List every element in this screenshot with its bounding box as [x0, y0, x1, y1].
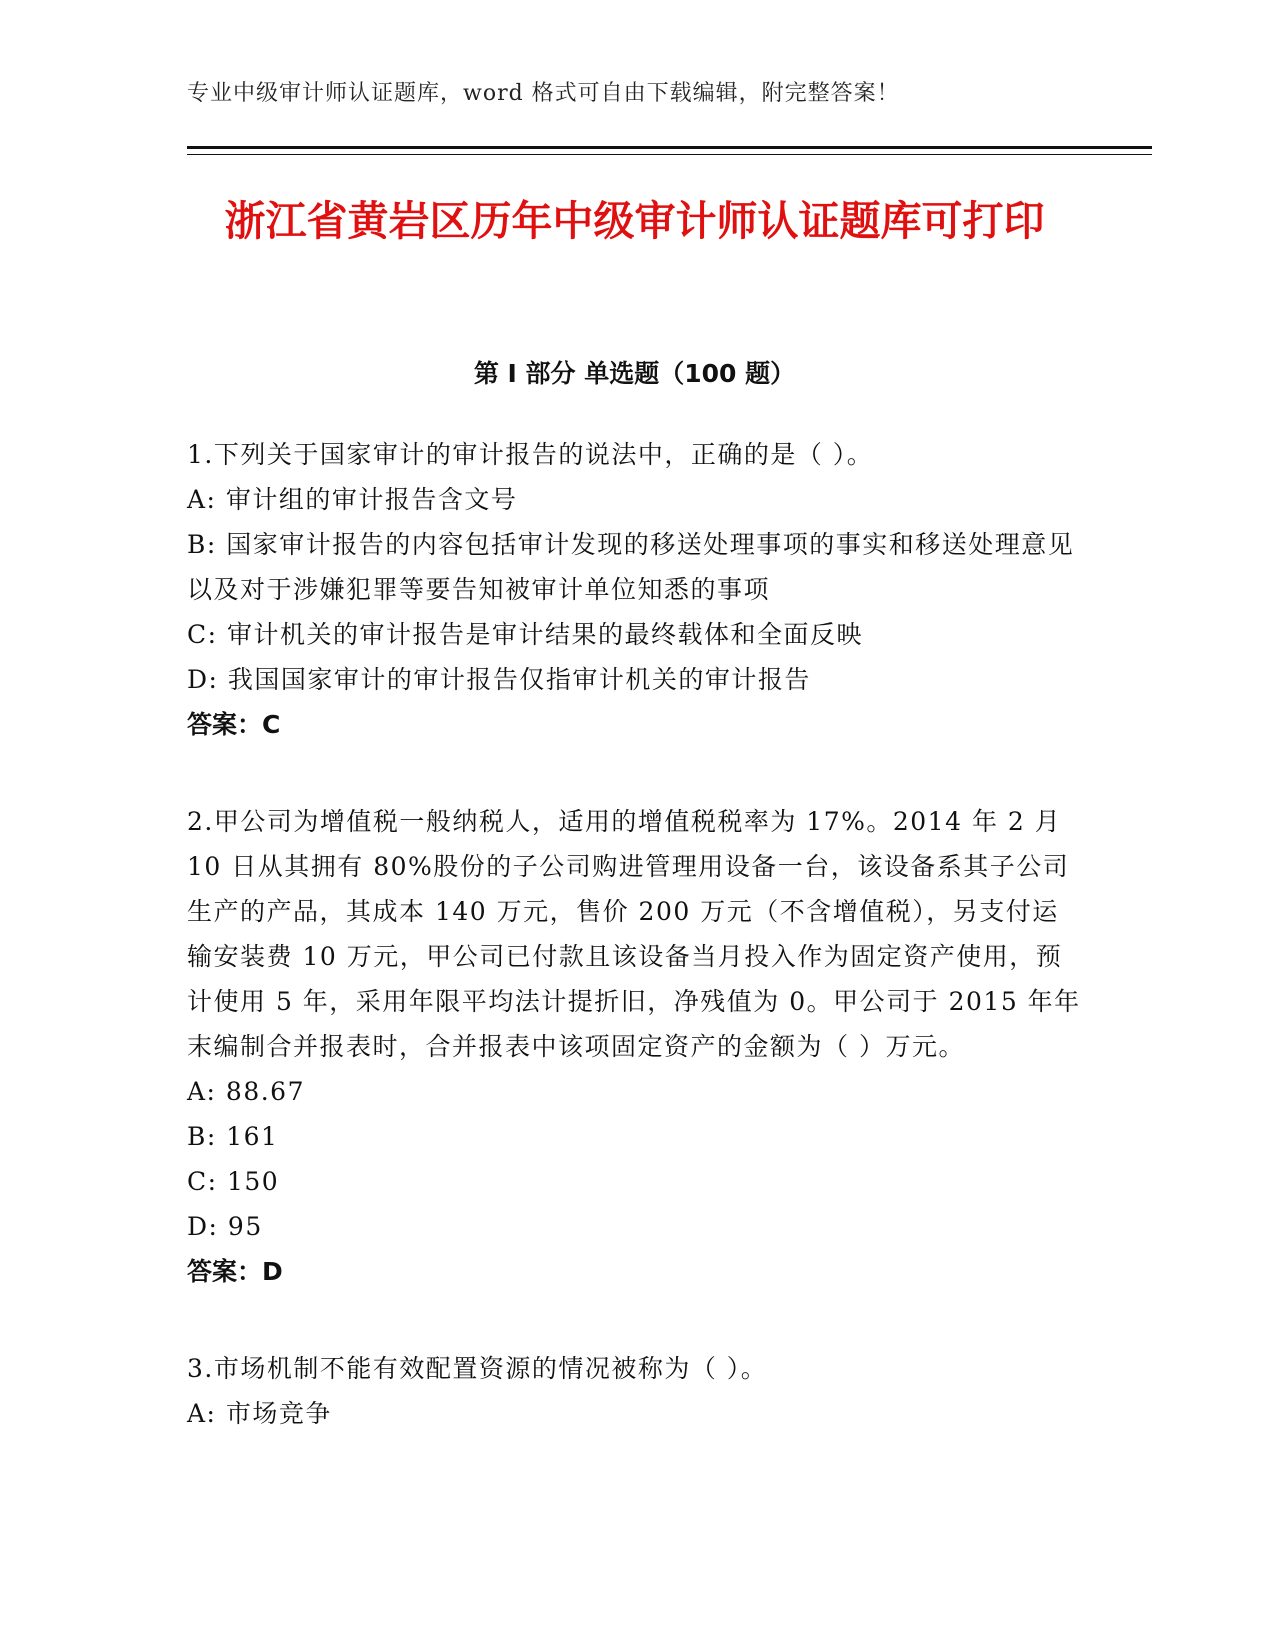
option-a: A: 审计组的审计报告含文号 — [187, 485, 518, 514]
option-b: B: 161 — [187, 1122, 279, 1151]
question-stem: 1.下列关于国家审计的审计报告的说法中，正确的是（ ）。 — [187, 440, 874, 469]
question-stem: 3.市场机制不能有效配置资源的情况被称为（ ）。 — [187, 1354, 768, 1383]
header-rule-thin — [187, 154, 1152, 155]
answer-label: 答案：C — [187, 710, 281, 739]
header-note: 专业中级审计师认证题库，word 格式可自由下载编辑，附完整答案！ — [187, 81, 900, 106]
question-list — [187, 432, 1082, 1488]
question-1 — [187, 432, 1082, 747]
option-d: D: 95 — [187, 1212, 263, 1241]
section-title: 第 I 部分 单选题（100 题） — [473, 359, 796, 388]
question-2 — [187, 799, 1082, 1294]
option-d: D: 我国国家审计的审计报告仅指审计机关的审计报告 — [187, 665, 811, 694]
option-b: B: 国家审计报告的内容包括审计发现的移送处理事项的事实和移送处理意见以及对于涉嫌犯罪等要告知被审计单位知悉的事项 — [187, 530, 1075, 604]
option-a: A: 88.67 — [187, 1077, 305, 1106]
option-a: A: 市场竞争 — [187, 1399, 332, 1428]
option-c: C: 审计机关的审计报告是审计结果的最终载体和全面反映 — [187, 620, 864, 649]
header-rule-thick — [187, 146, 1152, 149]
document-title: 浙江省黄岩区历年中级审计师认证题库可打印 — [224, 197, 1045, 245]
option-c: C: 150 — [187, 1167, 280, 1196]
question-3 — [187, 1346, 1082, 1436]
question-stem: 2.甲公司为增值税一般纳税人，适用的增值税税率为 17%。2014 年 2 月 10 日从其拥有 80%股份的子公司购进管理用设备一台，该设备系其子公司生产的产品，其成本 140 万元，售价 200 万元（不含增值税），另支付运输安装费 10 万元，甲公司已付款且该设备当月投入作为固定资产使用，预计使用 5 年，采用年限平均法计提折旧，净残值为 0。甲公司于 2015 年年末编制合并报表时，合并报表中该项固定资产的金额为（ ）万元。 — [187, 807, 1081, 1061]
answer-label: 答案：D — [187, 1257, 283, 1286]
